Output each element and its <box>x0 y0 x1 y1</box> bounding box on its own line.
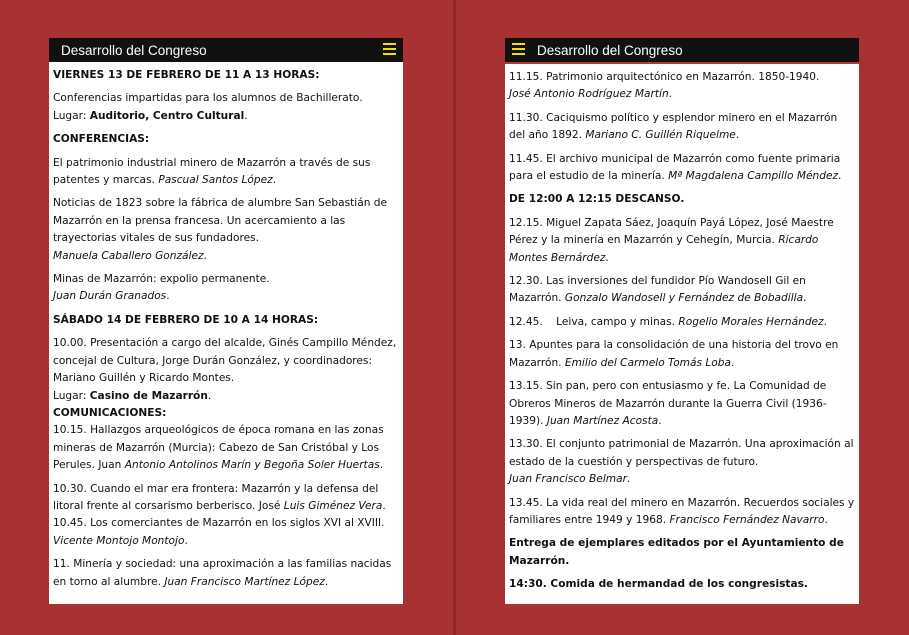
left-header <box>49 38 403 62</box>
communication-item: 10.30. Cuando el mar era frontera: Mazarrón y la defensa del litoral frente al corsarismo berberisco. José Luis Giménez Vera. <box>53 482 386 512</box>
saturday-venue-label: Lugar: <box>53 389 90 402</box>
left-header-title: Desarrollo del Congreso <box>61 42 207 58</box>
right-header-title: Desarrollo del Congreso <box>537 42 683 58</box>
communication-item: 12.15. Miguel Zapata Sáez, Joaquín Payá López, José Maestre Pérez y la minería en Mazarrón y Cehegín, Murcia. Ricardo Montes Bernárdez. <box>509 216 834 264</box>
hamburger-menu-icon[interactable] <box>383 43 396 55</box>
friday-intro: Conferencias impartidas para los alumnos de Bachillerato. <box>53 92 363 105</box>
left-page-content: VIERNES 13 DE FEBRERO DE 11 A 13 HORAS: Conferencias impartidas para los alumnos de Bachillerato. Lugar: Auditorio, Centro Cultural. CONFERENCIAS: El patrimonio industrial minero de Mazarrón a través de sus patentes y marcas. Pascual Santos López. Noticias de 1823 sobre la fábrica de alumbre San Sebastián de Mazarrón en la prensa francesa. Un acercamiento a las trayectorias vitales de sus fundadores. Manuela Caballero González. Minas de Mazarrón: expolio permanente. Juan Durán Granados. SÁBADO 14 DE FEBRERO DE 10 A 14 HORAS: 10.00. Presentación a cargo del alcalde, Ginés Campillo Méndez, concejal de Cultura, Jorge Durán González, y coordinadores: Mariano Guillén y Ricardo Montes. Lugar: Casino de Mazarrón. COMUNICACIONES: 10.15. Hallazgos arqueológicos de época romana en las zonas mineras de Mazarrón (Murcia): Cabezo de San Cristóbal y Los Perules. Juan Antonio Antolinos Marín y Begoña Soler Huertas. 10.30. Cuando el mar era frontera: Mazarrón y la defensa del litoral frente al corsarismo berberisco. José Luis Giménez Vera. 10.45. Los comerciantes de Mazarrón en los siglos XVI al XVIII. Vicente Montojo Montojo. 11. Minería y sociedad: una aproximación a las familias nacidas en torno al alumbre. Juan Francisco Martínez López. <box>49 62 403 591</box>
right-header <box>505 38 859 64</box>
friday-venue-label: Lugar: <box>53 109 90 122</box>
page-fold <box>453 0 456 635</box>
communication-item: 12.30. Las inversiones del fundidor Pío Wandosell Gil en Mazarrón. Gonzalo Wandosell y Fernández de Bobadilla. <box>509 275 807 305</box>
friday-venue: Auditorio, Centro Cultural <box>89 109 245 122</box>
communication-item: 13.45. La vida real del minero en Mazarrón. Recuerdos sociales y familiares entre 1949 y 1968. Francisco Fernández Navarro. <box>509 496 855 526</box>
saturday-venue: Casino de Mazarrón <box>89 389 208 402</box>
saturday-heading: SÁBADO 14 DE FEBRERO DE 10 A 14 HORAS: <box>53 313 319 326</box>
closing-lunch: 14:30. Comida de hermandad de los congresistas. <box>509 578 808 591</box>
communication-item: 10.45. Los comerciantes de Mazarrón en los siglos XVI al XVIII. Vicente Montojo Montojo. <box>53 517 385 547</box>
right-page-panel <box>505 38 859 604</box>
saturday-intro: 10.00. Presentación a cargo del alcalde, Ginés Campillo Méndez, concejal de Cultura, Jorge Durán González, y coordinadores: Mariano Guillén y Ricardo Montes. <box>53 337 397 385</box>
conference-item: Minas de Mazarrón: expolio permanente. Juan Durán Granados. <box>53 273 270 303</box>
left-page-panel <box>49 38 403 604</box>
communication-item: 10.15. Hallazgos arqueológicos de época romana en las zonas mineras de Mazarrón (Murcia): Cabezo de San Cristóbal y Los Perules. Juan Antonio Antolinos Marín y Begoña Soler Huertas. <box>53 424 384 472</box>
communication-item: 11. Minería y sociedad: una aproximación a las familias nacidas en torno al alumbre. Juan Francisco Martínez López. <box>53 558 392 588</box>
right-page-content <box>505 64 859 594</box>
communication-item: 13.30. El conjunto patrimonial de Mazarrón. Una aproximación al estado de la cuestión y perspectivas de futuro. Juan Francisco Belmar. <box>509 438 854 486</box>
communication-item: 13. Apuntes para la consolidación de una historia del trovo en Mazarrón. Emilio del Carmelo Tomás Loba. <box>509 339 839 369</box>
communication-item: 12.45. Leiva, campo y minas. Rogelio Morales Hernández. <box>509 315 827 328</box>
communication-item: 11.30. Caciquismo político y esplendor minero en el Mazarrón del año 1892. Mariano C. Guillén Riquelme. <box>509 111 838 142</box>
conference-item: Noticias de 1823 sobre la fábrica de alumbre San Sebastián de Mazarrón en la prensa francesa. Un acercamiento a las trayectorias vitales de sus fundadores. Manuela Caballero González. <box>53 197 388 262</box>
break-heading: DE 12:00 A 12:15 DESCANSO. <box>509 193 685 206</box>
conference-item: El patrimonio industrial minero de Mazarrón a través de sus patentes y marcas. Pascual Santos López. <box>53 156 371 187</box>
communication-item: 11.15. Patrimonio arquitectónico en Mazarrón. 1850-1940. José Antonio Rodríguez Martín. <box>509 71 820 101</box>
communication-item: 11.45. El archivo municipal de Mazarrón como fuente primaria para el estudio de la minería. Mª Magdalena Campillo Méndez. <box>509 152 842 183</box>
closing-note: Entrega de ejemplares editados por el Ayuntamiento de Mazarrón. <box>509 537 844 567</box>
conferences-heading: CONFERENCIAS: <box>53 133 150 146</box>
communications-heading: COMUNICACIONES: <box>53 406 167 419</box>
friday-heading: VIERNES 13 DE FEBRERO DE 11 A 13 HORAS: <box>53 69 320 81</box>
communication-item: 13.15. Sin pan, pero con entusiasmo y fe. La Comunidad de Obreros Mineros de Mazarrón durante la Guerra Civil (1936-1939). Juan Martínez Acosta. <box>509 380 827 427</box>
hamburger-menu-icon[interactable] <box>512 43 525 55</box>
